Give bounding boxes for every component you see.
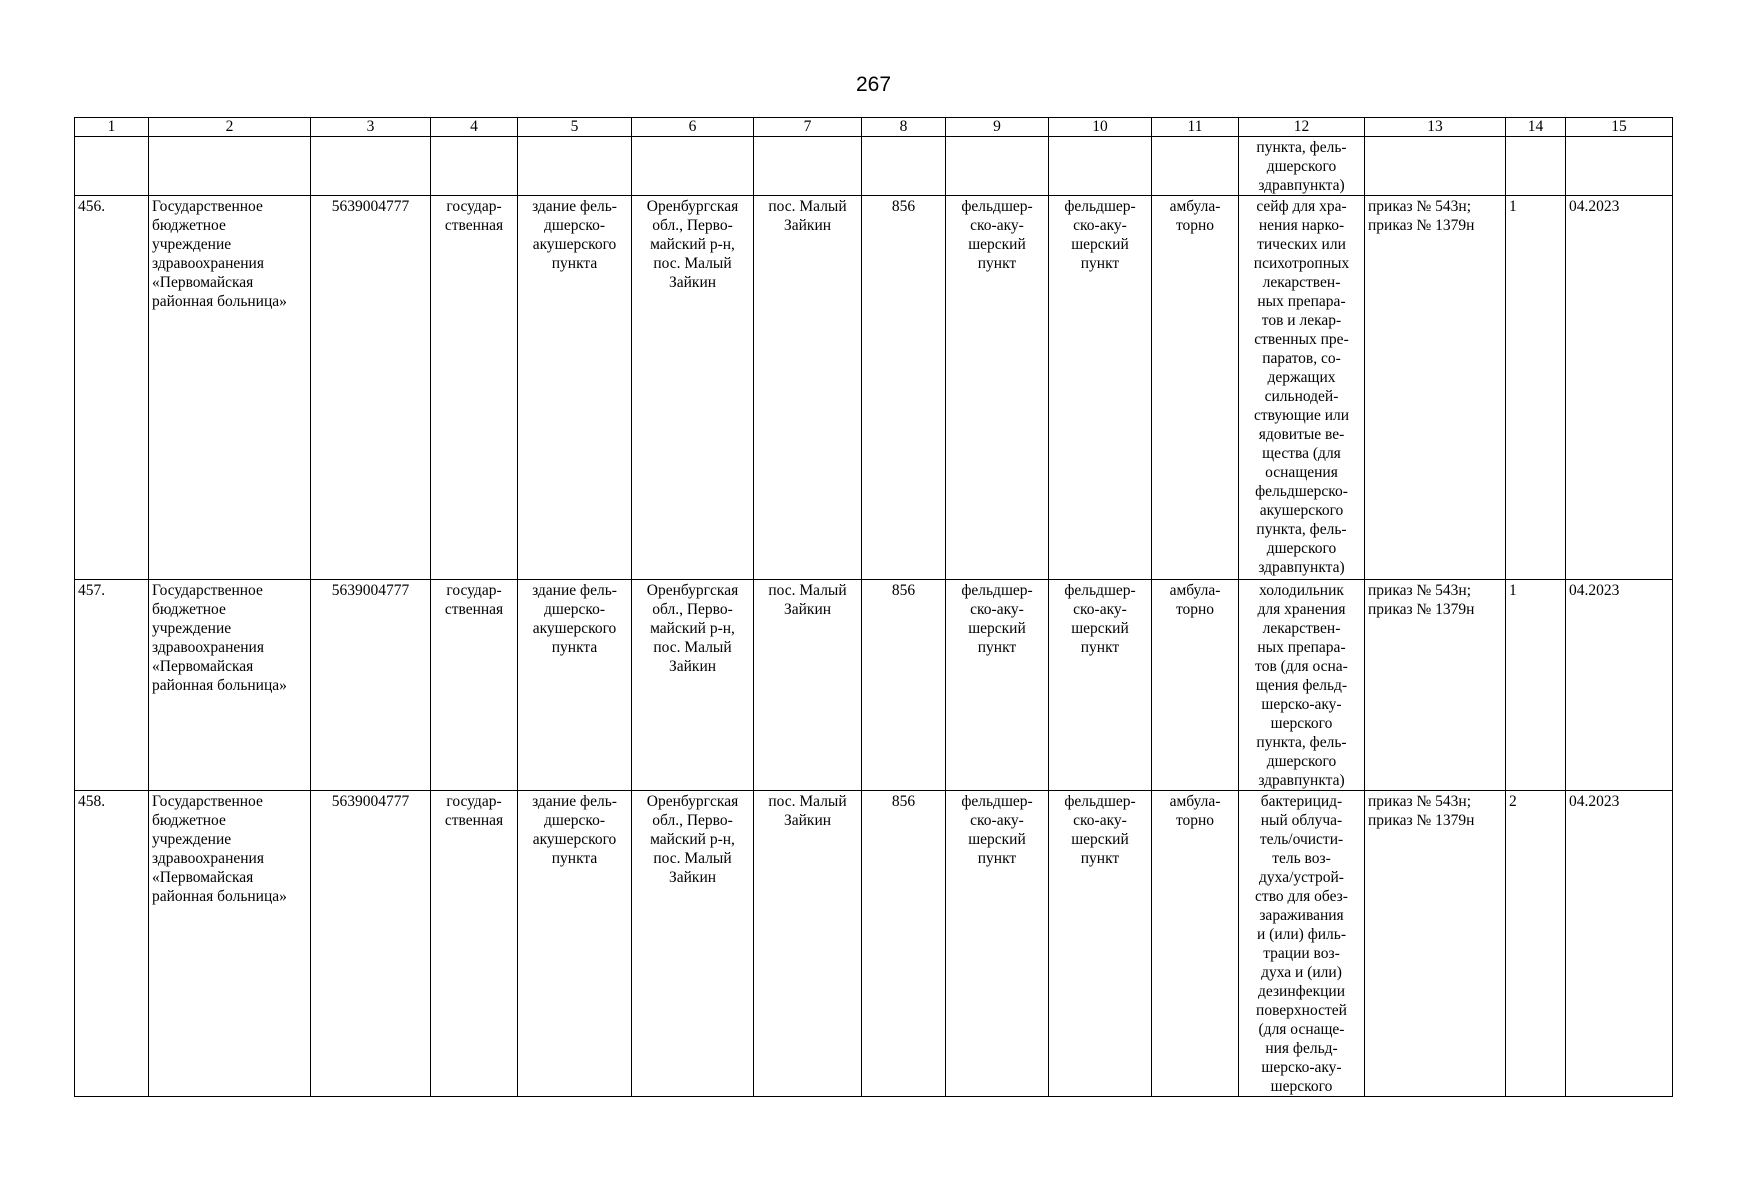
- column-header: 3: [311, 118, 431, 137]
- date-cell: 04.2023: [1566, 196, 1673, 580]
- row-number: 456.: [75, 196, 149, 580]
- row-number: 458.: [75, 791, 149, 1097]
- page-number: 267: [855, 73, 892, 96]
- table-row: [75, 580, 1673, 791]
- table-row: [75, 791, 1673, 1097]
- order-cell: приказ № 543н; приказ № 1379н: [1365, 791, 1506, 1097]
- date-cell: 04.2023: [1566, 791, 1673, 1097]
- address-cell: Оренбургская обл., Перво- майский р-н, пос. Малый Зайкин: [632, 196, 754, 580]
- header-row: [75, 118, 1673, 137]
- settlement-cell: пос. Малый Зайкин: [754, 580, 862, 791]
- care-type-cell: амбула- торно: [1152, 791, 1239, 1097]
- unit-type-cell: фельдшер- ско-аку- шерский пункт: [946, 791, 1049, 1097]
- unit-type-cell: фельдшер- ско-аку- шерский пункт: [946, 196, 1049, 580]
- column-header: 1: [75, 118, 149, 137]
- code-cell: 856: [862, 580, 946, 791]
- code-cell: 856: [862, 196, 946, 580]
- address-cell: Оренбургская обл., Перво- майский р-н, пос. Малый Зайкин: [632, 580, 754, 791]
- address-cell: Оренбургская обл., Перво- майский р-н, пос. Малый Зайкин: [632, 791, 754, 1097]
- equipment-cell: холодильник для хранения лекарствен- ных препара- тов (для осна- щения фельд- шерско-аку- шерского пункта, фель- дшерского здравпункта): [1239, 580, 1365, 791]
- column-header: 12: [1239, 118, 1365, 137]
- organization-cell: Государственное бюджетное учреждение здравоохранения «Первомайская районная больница»: [149, 791, 311, 1097]
- row-number: 457.: [75, 580, 149, 791]
- unit-type-cell: фельдшер- ско-аку- шерский пункт: [946, 580, 1049, 791]
- inn-cell: 5639004777: [311, 791, 431, 1097]
- column-header: 7: [754, 118, 862, 137]
- quantity-cell: 2: [1506, 791, 1566, 1097]
- equipment-cell: сейф для хра- нения нарко- тических или психотропных лекарствен- ных препара- тов и лекар- ственных пре- паратов, со- держащих сильнодей- ствующие или ядовитые ве- щества (для оснащения фельдшерско- акушерского пункта, фель- дшерского здравпункта): [1239, 196, 1365, 580]
- column-header: 4: [431, 118, 518, 137]
- building-cell: здание фель- дшерско- акушерского пункта: [518, 580, 632, 791]
- column-header: 14: [1506, 118, 1566, 137]
- column-header: 15: [1566, 118, 1673, 137]
- order-cell: приказ № 543н; приказ № 1379н: [1365, 196, 1506, 580]
- building-cell: здание фель- дшерско- акушерского пункта: [518, 196, 632, 580]
- equipment-cell: пункта, фель- дшерского здравпункта): [1239, 137, 1365, 196]
- column-header: 6: [632, 118, 754, 137]
- quantity-cell: 1: [1506, 196, 1566, 580]
- organization-cell: Государственное бюджетное учреждение здравоохранения «Первомайская районная больница»: [149, 580, 311, 791]
- date-cell: 04.2023: [1566, 580, 1673, 791]
- ownership-cell: государ- ственная: [431, 791, 518, 1097]
- unit-name-cell: фельдшер- ско-аку- шерский пункт: [1049, 791, 1152, 1097]
- care-type-cell: амбула- торно: [1152, 196, 1239, 580]
- order-cell: приказ № 543н; приказ № 1379н: [1365, 580, 1506, 791]
- settlement-cell: пос. Малый Зайкин: [754, 196, 862, 580]
- table-row: [75, 196, 1673, 580]
- column-header: 10: [1049, 118, 1152, 137]
- registry-table: [74, 117, 1673, 1097]
- unit-name-cell: фельдшер- ско-аку- шерский пункт: [1049, 196, 1152, 580]
- building-cell: здание фель- дшерско- акушерского пункта: [518, 791, 632, 1097]
- ownership-cell: государ- ственная: [431, 196, 518, 580]
- settlement-cell: пос. Малый Зайкин: [754, 791, 862, 1097]
- code-cell: 856: [862, 791, 946, 1097]
- continuation-row: [75, 137, 1673, 196]
- column-header: 8: [862, 118, 946, 137]
- care-type-cell: амбула- торно: [1152, 580, 1239, 791]
- equipment-cell: бактерицид- ный облуча- тель/очисти- тель воз- духа/устрой- ство для обез- зараживания и (или) филь- трации воз- духа и (или) дезинфекции поверхностей (для оснаще- ния фельд- шерско-аку- шерского: [1239, 791, 1365, 1097]
- column-header: 9: [946, 118, 1049, 137]
- column-header: 5: [518, 118, 632, 137]
- unit-name-cell: фельдшер- ско-аку- шерский пункт: [1049, 580, 1152, 791]
- column-header: 11: [1152, 118, 1239, 137]
- ownership-cell: государ- ственная: [431, 580, 518, 791]
- organization-cell: Государственное бюджетное учреждение здравоохранения «Первомайская районная больница»: [149, 196, 311, 580]
- column-header: 13: [1365, 118, 1506, 137]
- column-header: 2: [149, 118, 311, 137]
- quantity-cell: 1: [1506, 580, 1566, 791]
- inn-cell: 5639004777: [311, 196, 431, 580]
- inn-cell: 5639004777: [311, 580, 431, 791]
